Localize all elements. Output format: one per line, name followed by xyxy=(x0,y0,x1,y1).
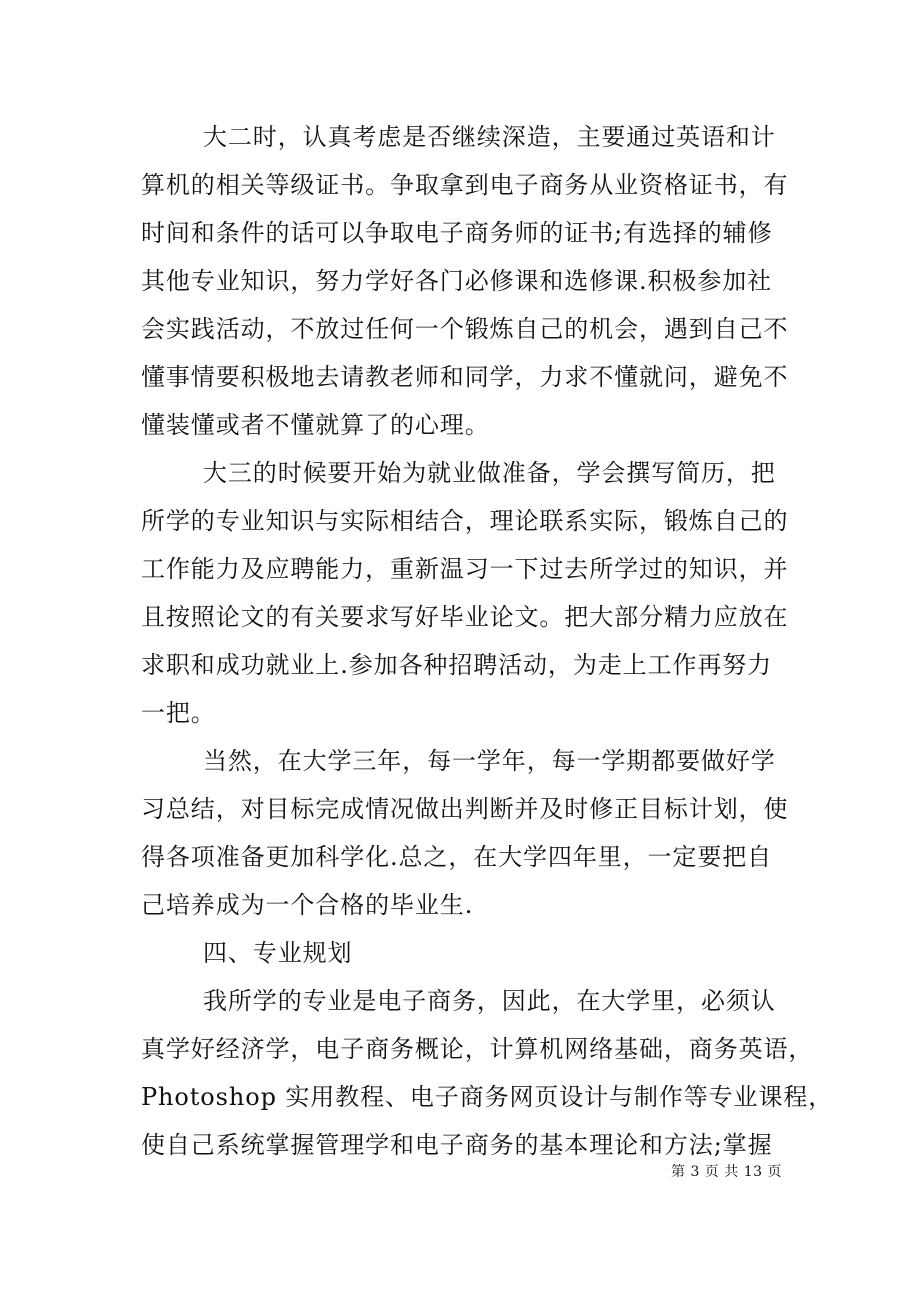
text-line: 习总结，对目标完成情况做出判断并及时修正目标计划，使 xyxy=(141,795,789,823)
text-line: 所学的专业知识与实际相结合，理论联系实际，锻炼自己的 xyxy=(141,507,789,535)
section-heading xyxy=(141,929,781,977)
paragraph xyxy=(141,113,789,449)
text-line: 一把。 xyxy=(141,699,216,727)
heading-text: 四、专业规划 xyxy=(203,939,353,967)
document-body xyxy=(141,113,834,1169)
text-line: 懂装懂或者不懂就算了的心理。 xyxy=(141,411,490,439)
text-line: 其他专业知识，努力学好各门必修课和选修课.积极参加社 xyxy=(141,267,773,295)
text-line: 算机的相关等级证书。争取拿到电子商务从业资格证书，有 xyxy=(141,171,789,199)
text-line: 得各项准备更加科学化.总之，在大学四年里，一定要把自 xyxy=(141,843,773,871)
text-line: 使自己系统掌握管理学和电子商务的基本理论和方法;掌握 xyxy=(141,1131,773,1159)
text-line: 真学好经济学，电子商务概论，计算机网络基础，商务英语， xyxy=(141,1035,814,1063)
text-line: 大二时，认真考虑是否继续深造，主要通过英语和计 xyxy=(203,123,776,151)
text-line: 当然，在大学三年，每一学年，每一学期都要做好学 xyxy=(203,747,776,775)
paragraph xyxy=(141,737,789,929)
text-line: 大三的时候要开始为就业做准备，学会撰写简历，把 xyxy=(203,459,776,487)
text-line: 我所学的专业是电子商务，因此，在大学里，必须认 xyxy=(203,987,776,1015)
text-line: 且按照论文的有关要求写好毕业论文。把大部分精力应放在 xyxy=(141,603,789,631)
text-line: Photoshop 实用教程、电子商务网页设计与制作等专业课程， xyxy=(141,1083,834,1111)
text-line: 求职和成功就业上.参加各种招聘活动，为走上工作再努力 xyxy=(141,651,773,679)
text-line: 懂事情要积极地去请教老师和同学，力求不懂就问，避免不 xyxy=(141,363,789,391)
paragraph xyxy=(141,449,789,737)
text-line: 时间和条件的话可以争取电子商务师的证书;有选择的辅修 xyxy=(141,219,773,247)
text-line: 会实践活动，不放过任何一个锻炼自己的机会，遇到自己不 xyxy=(141,315,789,343)
text-line: 己培养成为一个合格的毕业生. xyxy=(141,891,474,919)
page-number-footer: 第 3 页 共 13 页 xyxy=(671,1164,782,1180)
paragraph xyxy=(141,977,834,1169)
text-line: 工作能力及应聘能力，重新温习一下过去所学过的知识，并 xyxy=(141,555,789,583)
